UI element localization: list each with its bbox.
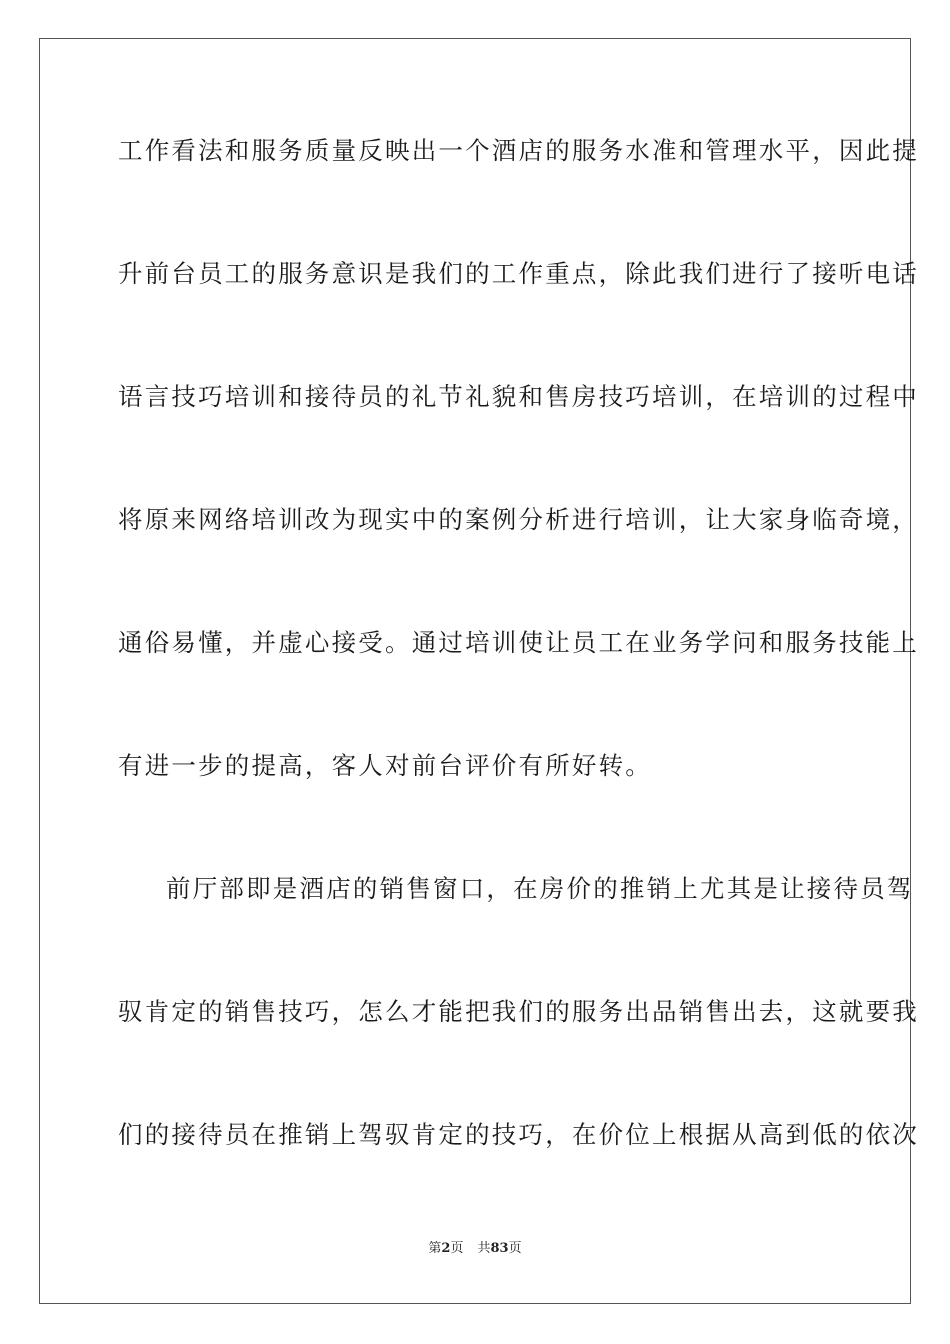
page-number: 2 bbox=[441, 1241, 451, 1256]
page-suffix: 页 bbox=[450, 1241, 464, 1256]
text-line-7: 前厅部即是酒店的销售窗口，在房价的推销上尤其是让接待员驾 bbox=[166, 874, 914, 903]
total-suffix: 页 bbox=[508, 1241, 522, 1256]
text-line-2: 升前台员工的服务意识是我们的工作重点，除此我们进行了接听电话 bbox=[118, 259, 919, 288]
text-line-4: 将原来网络培训改为现实中的案例分析进行培训，让大家身临奇境， bbox=[118, 505, 919, 534]
page-footer bbox=[0, 1240, 950, 1258]
page-prefix: 第 bbox=[428, 1241, 442, 1256]
text-line-8: 驭肯定的销售技巧，怎么才能把我们的服务出品销售出去，这就要我 bbox=[118, 997, 919, 1026]
text-line-1: 工作看法和服务质量反映出一个酒店的服务水准和管理水平，因此提 bbox=[118, 136, 919, 165]
text-line-9: 们的接待员在推销上驾驭肯定的技巧，在价位上根据从高到低的依次 bbox=[118, 1120, 919, 1149]
total-pages: 83 bbox=[490, 1241, 509, 1256]
text-line-3: 语言技巧培训和接待员的礼节礼貌和售房技巧培训，在培训的过程中 bbox=[118, 382, 919, 411]
total-prefix: 共 bbox=[477, 1241, 491, 1256]
text-line-5: 通俗易懂，并虚心接受。通过培训使让员工在业务学问和服务技能上 bbox=[118, 628, 919, 657]
text-line-6: 有进一步的提高，客人对前台评价有所好转。 bbox=[118, 751, 652, 780]
page-border bbox=[39, 38, 919, 1304]
